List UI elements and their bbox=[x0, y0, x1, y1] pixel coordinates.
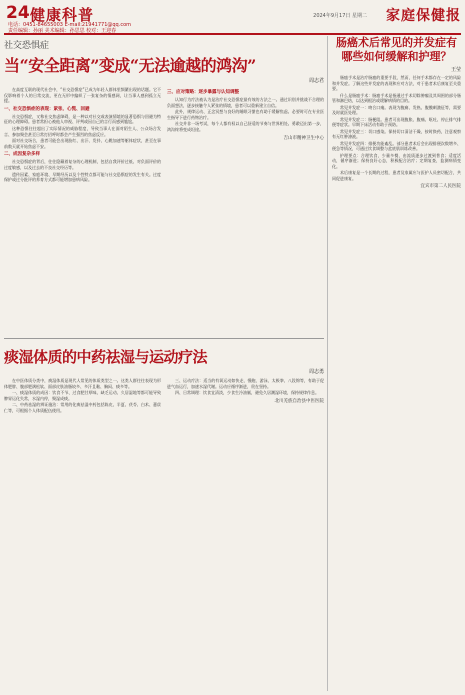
paragraph: 面对社交场合，患者可能会出现脸红、出汗、发抖、心跳加速等躯体症状，甚至在事前数天就开始焦虑不安。 bbox=[4, 138, 161, 149]
subheading: 三、应对策略：逐步暴露与认知调整 bbox=[167, 90, 239, 95]
paragraph: 社交并非一场考试，每个人都有权以自己舒适的节奏与世界相处。勇敢迈出第一步，鸿沟终将变成坦途。 bbox=[167, 121, 324, 132]
paragraph: 在中医体质分类中，痰湿体质是现代人常见的体质类型之一。这类人群往往表现为形体肥胖、腹部肥满松软、面部皮肤油脂较多、多汗且黏、胸闷、痰多等。 bbox=[4, 378, 161, 389]
article-headline: 痰湿体质的中药祛湿与运动疗法 bbox=[4, 348, 208, 366]
article-byline: 周志勇 bbox=[308, 369, 324, 375]
contact-line: 电话：0451-84655003 E-mail:21941771@qq.com bbox=[8, 22, 131, 28]
article-column bbox=[167, 378, 324, 415]
article-kicker: 社交恐惧症 bbox=[4, 41, 50, 51]
sidebar-byline: 王莹 bbox=[450, 67, 461, 73]
paragraph: 常见并发症二：肠梗阻。患者可出现腹胀、腹痛、呕吐、停止排气排便等症状。早期下床活动有助于预防。 bbox=[332, 116, 461, 127]
article-headline: 当“安全距离”变成“无法逾越的鸿沟” bbox=[4, 56, 256, 75]
paragraph: 护理要点：合理饮食，少量多餐，由流质逐步过渡到普食；适度活动，循序渐进；保持良好心态，积极配合治疗；定期复查，监测病情变化。 bbox=[332, 152, 461, 169]
paragraph: 常见并发症一：吻合口瘘。表现为腹痛、发热、腹膜刺激征等，需要及时就医处理。 bbox=[332, 104, 461, 115]
paragraph: 四、日常调理：饮食宜清淡，少食生冷油腻，避免久居潮湿环境，保持规律作息。 bbox=[175, 390, 319, 396]
issue-date: 2024年9月17日 星期二 bbox=[313, 13, 367, 19]
sidebar-headline: 肠癌术后常见的并发症有哪些如何缓解和护理？ bbox=[336, 36, 457, 63]
sidebar-source: 宜宾市第二人民医院 bbox=[420, 184, 461, 189]
section-divider bbox=[4, 338, 324, 339]
paragraph: 什么是肠癌手术：肠癌手术是指通过手术切除肿瘤及其周围的部分肠管和淋巴结，以达到根治或缓解病情的目的。 bbox=[332, 92, 461, 103]
paragraph: 社交恐惧症，又称社交焦虑障碍，是一种以对社交或表演情境的显著恐惧与回避为特征的心理障碍。患者常担心被他人审视、评判或因自己的言行而感到尴尬。 bbox=[4, 113, 161, 125]
subheading: 二、成因复杂多样 bbox=[4, 152, 40, 158]
page-header bbox=[4, 3, 461, 35]
paragraph: 社交恐惧症的背后，往往隐藏着复杂的心理机制，包括自我评价过低、对负面评价的过度敏感，以及过去的不良社交经历等。 bbox=[4, 159, 161, 170]
paragraph: 常见并发症三：切口感染。保持切口清洁干燥，按时换药，注意观察有无红肿渗液。 bbox=[332, 128, 461, 139]
paragraph: 认知行为疗法被认为是治疗社交恐惧症最有效的方法之一。通过识别并挑战不合理的负面想法，逐步接触令人紧张的情境，患者可以重新建立自信。 bbox=[167, 97, 324, 108]
article-columns bbox=[4, 378, 324, 415]
article-social-anxiety bbox=[4, 38, 324, 184]
article-source: 北川羌族自治县中医医院 bbox=[274, 398, 324, 404]
paragraph: 三、运动疗法：适当的有氧运动如快走、慢跑、游泳、太极拳、八段锦等，有助于促进气血运行，加速水湿代谢。运动应循序渐进，贵在坚持。 bbox=[167, 378, 324, 389]
paragraph: 常见并发症四：排便功能紊乱。部分患者术后会出现排便次数增多、便急等情况，可通过饮食调整与盆底肌训练改善。 bbox=[332, 140, 461, 151]
article-column bbox=[4, 87, 161, 184]
article-byline: 周志君 bbox=[308, 78, 324, 84]
article-column bbox=[4, 378, 161, 415]
article-tcm bbox=[4, 346, 324, 415]
editor-line: 责任编辑：孙丽 美术编辑：孙思思 校对：王迎春 bbox=[8, 28, 117, 34]
article-column bbox=[167, 87, 324, 184]
paragraph: 在高度互联的现代社会中，“社交恐惧症”已成为年轻人群体里频繁出现的话题。它不仅影响着个人的日常交流，更在无形中编织了一张复杂的情感网，让当事人感到孤立无援。 bbox=[4, 87, 161, 104]
paragraph: 二、中药祛湿的辨证施治：常用的化痰祛湿中药包括陈皮、半夏、茯苓、白术、薏苡仁等，可根据个人体质配伍使用。 bbox=[4, 402, 161, 413]
paragraph: 肠癌手术是治疗肠癌的重要手段，然而，任何手术都存在一定的风险和并发症。了解这些并发症的表现和应对方法，对于患者术后康复至关重要。 bbox=[332, 75, 461, 91]
article-columns bbox=[4, 87, 324, 184]
sidebar-article bbox=[327, 36, 461, 691]
subheading: 一、社交恐惧症的表现：紧张、心慌、回避 bbox=[4, 106, 90, 112]
article-source: 吉山市精神卫生中心 bbox=[283, 135, 324, 141]
masthead: 家庭保健报 bbox=[386, 8, 461, 24]
paragraph: 此外，规律运动、正念冥想与良好的睡眠习惯也有助于缓解焦虑。必要时可在专业医生指导下进行药物治疗。 bbox=[167, 109, 324, 120]
paragraph: 这种恐惧往往超出了实际情况的威胁程度，导致当事人在面对陌生人、公众场合发言、参加聚会甚至日常打招呼时都会产生强烈的焦虑反应。 bbox=[4, 125, 161, 137]
page-number: 24 bbox=[6, 3, 30, 23]
paragraph: 术后康复是一个长期的过程，患者及家属应与医护人员密切配合，共同促进康复。 bbox=[332, 170, 461, 181]
sidebar-body bbox=[332, 75, 461, 189]
paragraph: 遗传因素、家庭环境、早期经历以及个性特点都可能与社交恐惧症的发生有关。过度保护或过分批评的养育方式都可能增加患病风险。 bbox=[4, 171, 161, 183]
section-title: 健康科普 bbox=[30, 6, 95, 24]
paragraph: 一、痰湿体质的成因：饮食不节、过食肥甘厚味、缺乏运动、久居湿地等都可能导致脾胃运化失常，水湿内停，聚湿成痰。 bbox=[4, 390, 161, 401]
